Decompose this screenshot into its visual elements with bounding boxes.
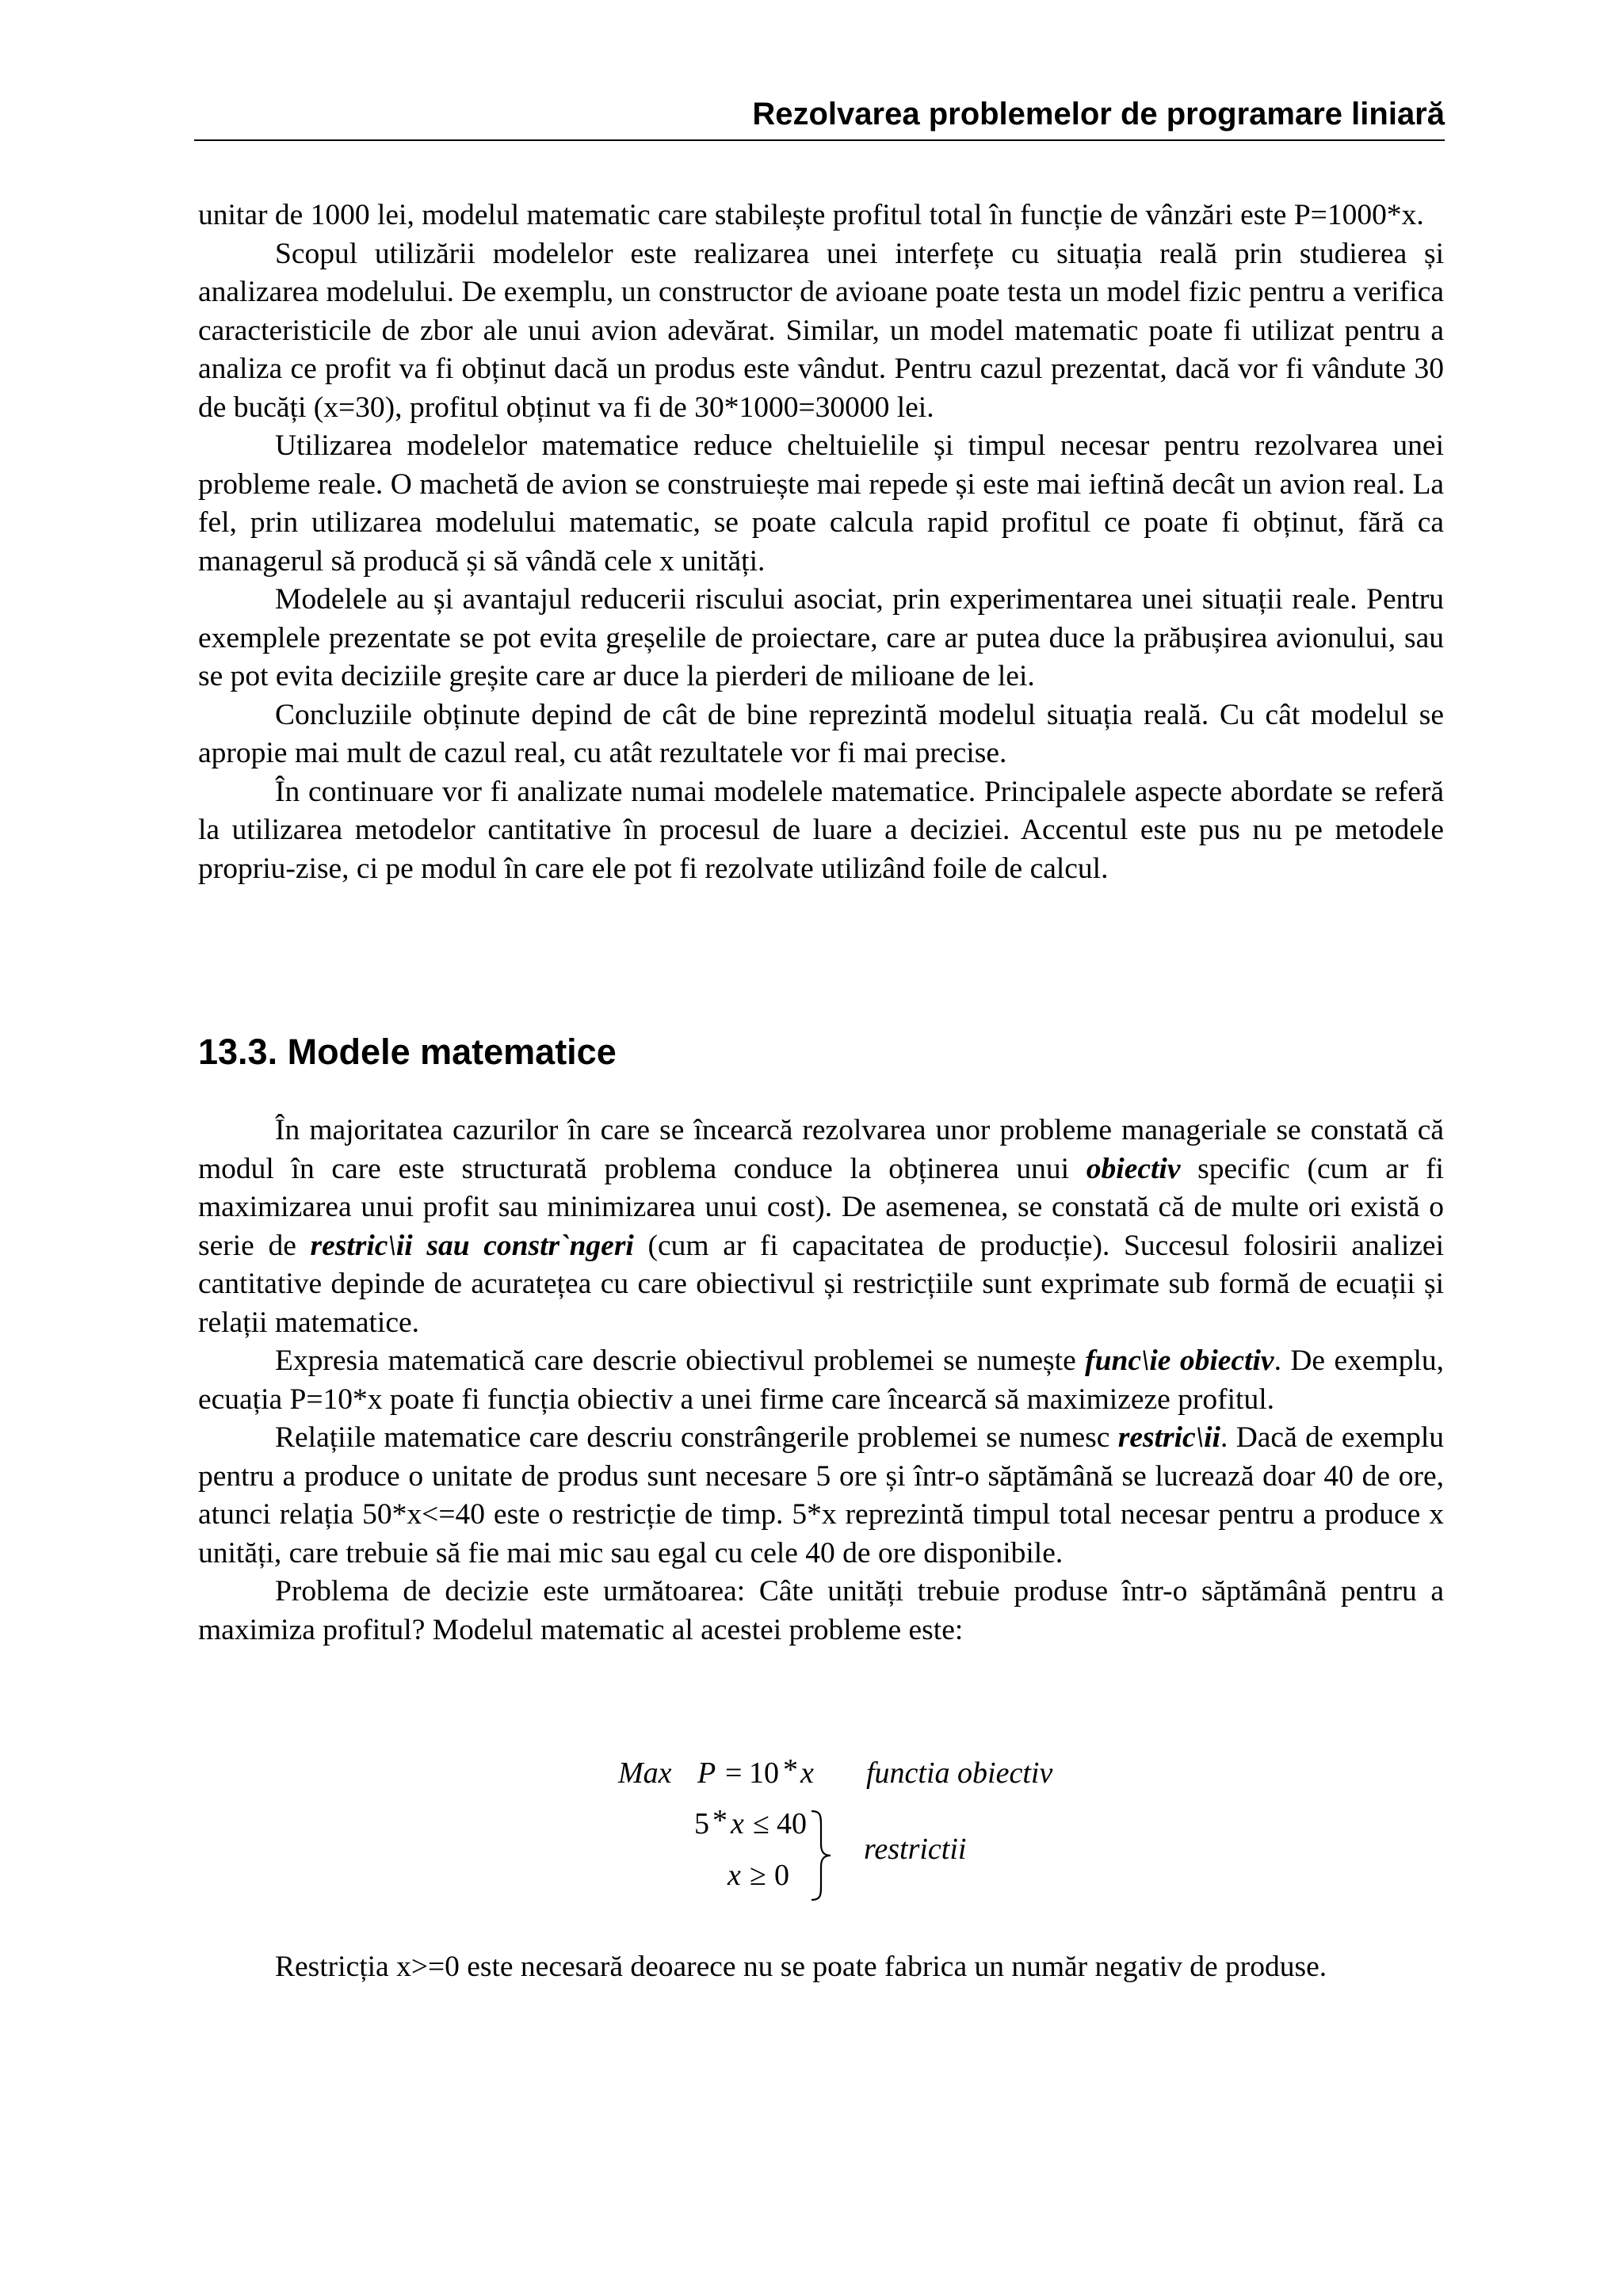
formula-zero: 0 xyxy=(774,1859,789,1892)
formula-five: 5 xyxy=(694,1807,709,1840)
paragraph xyxy=(198,1112,1444,1342)
formula-geq: ≥ xyxy=(750,1859,766,1892)
closing-text xyxy=(198,1948,1444,1987)
text-run: specific (cum ar fi maximizarea unui profit sau minimizarea unui cost). De asemenea, se constată că de multe ori există o serie de xyxy=(198,1152,1444,1262)
text-run: În majoritatea cazurilor în care se încearcă rezolvarea unor probleme manageriale se constată că modul în care este structurată problema conduce la obținerea unui xyxy=(198,1114,1444,1185)
formula-max: Max xyxy=(618,1756,672,1790)
text-run: (cum ar fi capacitatea de producție). Succesul folosirii analizei cantitative depinde de acuratețea cu care obiectivul și restricțiile sunt exprimate sub formă de ecuații și relații matematice. xyxy=(198,1229,1444,1339)
paragraph: unitar de 1000 lei, modelul matematic care stabilește profitul total în funcție de vânzări este P=1000*x. xyxy=(198,199,1424,231)
paragraph: Restricția x>=0 este necesară deoarece nu se poate fabrica un număr negativ de produse. xyxy=(275,1951,1327,1983)
paragraph: Utilizarea modelelor matematice reduce cheltuielile și timpul necesar pentru rezolvarea unei probleme reale. O machetă de avion se construiește mai repede și este mai ieftină decât un avion real. La fel, prin utilizarea modelului matematic, se poate calcula rapid profitul ce poate fi obținut, fără ca managerul să producă și să vândă cele x unități. xyxy=(198,429,1444,578)
text-run: Relațiile matematice care descriu constrângerile problemei se numesc xyxy=(275,1421,1118,1454)
paragraph: În continuare vor fi analizate numai modelele matematice. Principalele aspecte abordate se referă la utilizarea metodelor cantitative în procesul de luare a deciziei. Accentul este pus nu pe metodele propriu-zise, ci pe modul în care ele pot fi rezolvate utilizând foile de calcul. xyxy=(198,775,1444,885)
intro-text xyxy=(198,196,1444,888)
section-text xyxy=(198,1112,1444,1650)
keyword-restrictii-constrangeri: restric\ii sau constr`ngeri xyxy=(310,1229,634,1262)
section-heading: 13.3. Modele matematice xyxy=(198,1032,617,1072)
formula-star: * xyxy=(783,1753,798,1787)
formula-forty: 40 xyxy=(777,1807,807,1840)
running-header: Rezolvarea problemelor de programare liniară xyxy=(752,97,1445,132)
text-run: . Dacă de exemplu pentru a produce o unitate de produs sunt necesare 5 ore și într-o săptămână se lucrează doar 40 de ore, atunci relația 50*x<=40 este o restricție de timp. 5*x reprezintă timpul total necesar pentru a produce x unități, care trebuie să fie mai mic sau egal cu cele 40 de ore disponibile. xyxy=(198,1421,1444,1569)
paragraph: Problema de decizie este următoarea: Câte unități trebuie produse într-o săptămână pentru a maximiza profitul? Modelul matematic al acestei probleme este: xyxy=(198,1575,1444,1646)
formula-ten: 10 xyxy=(749,1756,779,1790)
objective-function-label: functia obiectiv xyxy=(866,1756,1053,1790)
header-rule xyxy=(194,139,1445,141)
text-run: . De exemplu, ecuația P=10*x poate fi funcția obiectiv a unei firme care încearcă să maximizeze profitul. xyxy=(198,1344,1444,1416)
formula-leq: ≤ xyxy=(753,1807,769,1840)
paragraph xyxy=(198,1342,1444,1419)
formula-P: P xyxy=(697,1756,716,1790)
right-brace-icon xyxy=(808,1808,840,1903)
formula-x: x xyxy=(800,1756,814,1790)
paragraph: Concluziile obținute depind de cât de bine reprezintă modelul situația reală. Cu cât modelul se apropie mai mult de cazul real, cu atât rezultatele vor fi mai precise. xyxy=(198,698,1444,769)
formula-x: x xyxy=(727,1859,741,1892)
formula-star: * xyxy=(712,1804,727,1837)
formula-x: x xyxy=(731,1807,744,1840)
keyword-obiectiv: obiectiv xyxy=(1086,1152,1181,1185)
formula-equals: = xyxy=(725,1756,743,1790)
keyword-restrictii: restric\ii xyxy=(1117,1421,1220,1454)
paragraph xyxy=(198,1419,1444,1573)
text-run: Expresia matematică care descrie obiectivul problemei se numește xyxy=(275,1344,1086,1377)
paragraph: Modelele au și avantajul reducerii riscului asociat, prin experimentarea unei situații reale. Pentru exemplele prezentate se pot evita greșelile de proiectare, care ar putea duce la prăbușirea avionului, sau se pot evita deciziile greșite care ar duce la pierderi de milioane de lei. xyxy=(198,583,1444,692)
paragraph: Scopul utilizării modelelor este realizarea unei interfețe cu situația reală prin studierea și analizarea modelului. De exemplu, un constructor de avioane poate testa un model fizic pentru a verifica caracteristicile de zbor ale unui avion adevărat. Similar, un model matematic poate fi utilizat pentru a analiza ce profit va fi obținut dacă un produs este vândut. Pentru cazul prezentat, dacă vor fi vândute 30 de bucăți (x=30), profitul obținut va fi de 30*1000=30000 lei. xyxy=(198,237,1444,424)
keyword-functie-obiectiv: func\ie obiectiv xyxy=(1085,1344,1274,1377)
constraints-label: restrictii xyxy=(864,1833,967,1866)
